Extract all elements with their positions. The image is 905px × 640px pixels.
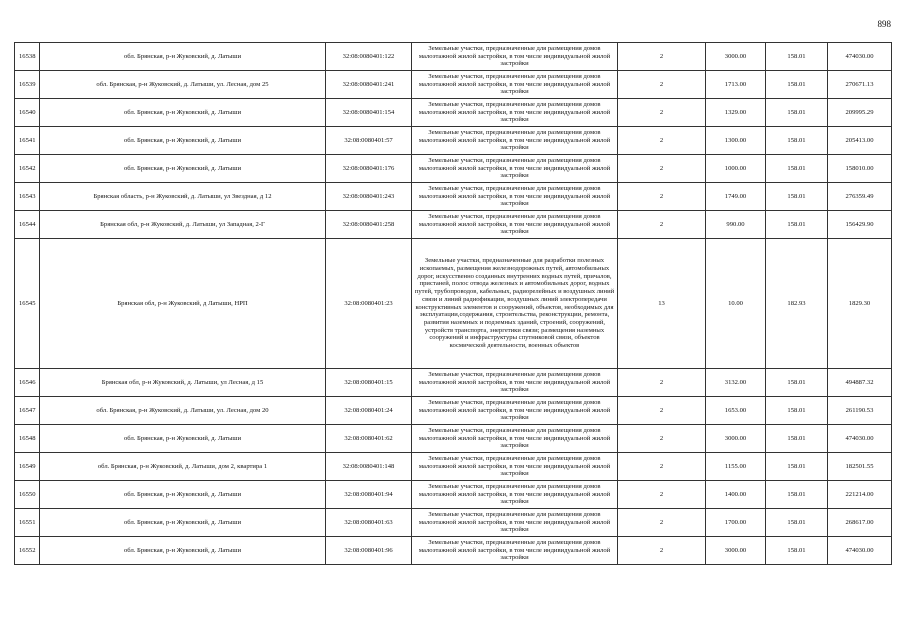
area-cell: 990.00	[706, 211, 766, 239]
page-number: 898	[877, 19, 891, 29]
cadastral-number-cell: 32:08:0080401:241	[326, 71, 412, 99]
land-usage-cell: Земельные участки, предназначенные для разработки полезных ископаемых, размещения железнодорожных путей, автомобильных дорог, искусственно созданных внутренних водных путей, причалов, пристаней, полос отвода железных и автомобильных дорог, водных путей, трубопроводов, кабельных, радиорелейных и воздушных линий связи и линий радиофикации, воздушных линий электропередачи конструктивных элементов и сооружений, объектов, необходимых для эксплуатации,содержания, строительства, реконструкции, ремонта, развития наземных и подземных зданий, строений, сооружений, устройств транспорта, энергетики связи; размещения наземных сооружений и инфраструктуры спутниковой связи, объектов космической деятельности, военных объектов	[412, 239, 618, 369]
area-cell: 1155.00	[706, 453, 766, 481]
table-row	[15, 239, 892, 369]
cadastral-number-cell: 32:08:0080401:258	[326, 211, 412, 239]
cadastral-value-cell: 276359.49	[828, 183, 892, 211]
table-row	[15, 397, 892, 425]
land-usage-cell: Земельные участки, предназначенные для размещения домов малоэтажной жилой застройки, в том числе индивидуальной жилой застройки	[412, 211, 618, 239]
address-cell: обл. Брянская, р-н Жуковский, д. Латыши, дом 2, квартира 1	[40, 453, 326, 481]
row-number-cell: 16547	[15, 397, 40, 425]
address-cell: обл. Брянская, р-н Жуковский, д. Латыши	[40, 537, 326, 565]
table-row	[15, 509, 892, 537]
table-row	[15, 71, 892, 99]
cadastral-number-cell: 32:08:0080401:24	[326, 397, 412, 425]
usage-group-cell: 2	[618, 211, 706, 239]
address-cell: обл. Брянская, р-н Жуковский, д. Латыши, ул. Лесная, дом 20	[40, 397, 326, 425]
cadastral-value-cell: 209995.29	[828, 99, 892, 127]
land-usage-cell: Земельные участки, предназначенные для размещения домов малоэтажной жилой застройки, в том числе индивидуальной жилой застройки	[412, 481, 618, 509]
address-cell: Брянская обл, р-н Жуковский, д Латыши, НРП	[40, 239, 326, 369]
area-cell: 3000.00	[706, 425, 766, 453]
cadastral-number-cell: 32:08:0080401:148	[326, 453, 412, 481]
specific-value-cell: 158.01	[766, 537, 828, 565]
cadastral-number-cell: 32:08:0080401:57	[326, 127, 412, 155]
specific-value-cell: 158.01	[766, 369, 828, 397]
cadastral-value-table	[14, 42, 892, 565]
usage-group-cell: 2	[618, 369, 706, 397]
address-cell: обл. Брянская, р-н Жуковский, д. Латыши	[40, 509, 326, 537]
cadastral-number-cell: 32:08:0080401:122	[326, 43, 412, 71]
table-row	[15, 43, 892, 71]
table-body	[15, 43, 892, 565]
table-row	[15, 211, 892, 239]
area-cell: 1713.00	[706, 71, 766, 99]
land-usage-cell: Земельные участки, предназначенные для размещения домов малоэтажной жилой застройки, в том числе индивидуальной жилой застройки	[412, 71, 618, 99]
usage-group-cell: 2	[618, 71, 706, 99]
land-usage-cell: Земельные участки, предназначенные для размещения домов малоэтажной жилой застройки, в том числе индивидуальной жилой застройки	[412, 127, 618, 155]
row-number-cell: 16539	[15, 71, 40, 99]
row-number-cell: 16552	[15, 537, 40, 565]
cadastral-number-cell: 32:08:0080401:243	[326, 183, 412, 211]
row-number-cell: 16542	[15, 155, 40, 183]
usage-group-cell: 2	[618, 453, 706, 481]
usage-group-cell: 2	[618, 183, 706, 211]
usage-group-cell: 2	[618, 397, 706, 425]
cadastral-value-cell: 474030.00	[828, 425, 892, 453]
table-row	[15, 155, 892, 183]
usage-group-cell: 2	[618, 43, 706, 71]
land-usage-cell: Земельные участки, предназначенные для размещения домов малоэтажной жилой застройки, в том числе индивидуальной жилой застройки	[412, 183, 618, 211]
usage-group-cell: 2	[618, 127, 706, 155]
table-row	[15, 481, 892, 509]
area-cell: 3000.00	[706, 43, 766, 71]
land-usage-cell: Земельные участки, предназначенные для размещения домов малоэтажной жилой застройки, в том числе индивидуальной жилой застройки	[412, 537, 618, 565]
address-cell: Брянская обл, р-н Жуковский, д. Латыши, ул Западная, 2-Г	[40, 211, 326, 239]
cadastral-number-cell: 32:08:0080401:96	[326, 537, 412, 565]
land-usage-cell: Земельные участки, предназначенные для размещения домов малоэтажной жилой застройки, в том числе индивидуальной жилой застройки	[412, 453, 618, 481]
row-number-cell: 16548	[15, 425, 40, 453]
address-cell: обл. Брянская, р-н Жуковский, д. Латыши	[40, 99, 326, 127]
cadastral-value-cell: 268617.00	[828, 509, 892, 537]
row-number-cell: 16549	[15, 453, 40, 481]
table-row	[15, 369, 892, 397]
usage-group-cell: 13	[618, 239, 706, 369]
table-row	[15, 183, 892, 211]
land-usage-cell: Земельные участки, предназначенные для размещения домов малоэтажной жилой застройки, в том числе индивидуальной жилой застройки	[412, 425, 618, 453]
specific-value-cell: 158.01	[766, 43, 828, 71]
table-row	[15, 127, 892, 155]
cadastral-number-cell: 32:08:0080401:15	[326, 369, 412, 397]
specific-value-cell: 158.01	[766, 99, 828, 127]
specific-value-cell: 158.01	[766, 127, 828, 155]
specific-value-cell: 158.01	[766, 425, 828, 453]
address-cell: обл. Брянская, р-н Жуковский, д. Латыши	[40, 481, 326, 509]
land-usage-cell: Земельные участки, предназначенные для размещения домов малоэтажной жилой застройки, в том числе индивидуальной жилой застройки	[412, 509, 618, 537]
specific-value-cell: 158.01	[766, 509, 828, 537]
row-number-cell: 16541	[15, 127, 40, 155]
cadastral-value-cell: 474030.00	[828, 43, 892, 71]
cadastral-number-cell: 32:08:0080401:23	[326, 239, 412, 369]
area-cell: 1749.00	[706, 183, 766, 211]
usage-group-cell: 2	[618, 99, 706, 127]
area-cell: 1653.00	[706, 397, 766, 425]
usage-group-cell: 2	[618, 425, 706, 453]
specific-value-cell: 158.01	[766, 155, 828, 183]
specific-value-cell: 158.01	[766, 397, 828, 425]
area-cell: 3132.00	[706, 369, 766, 397]
area-cell: 10.00	[706, 239, 766, 369]
address-cell: обл. Брянская, р-н Жуковский, д. Латыши	[40, 43, 326, 71]
row-number-cell: 16551	[15, 509, 40, 537]
cadastral-number-cell: 32:08:0080401:62	[326, 425, 412, 453]
address-cell: Брянская обл, р-н Жуковский, д. Латыши, ул Лесная, д 15	[40, 369, 326, 397]
area-cell: 1400.00	[706, 481, 766, 509]
cadastral-value-cell: 205413.00	[828, 127, 892, 155]
land-usage-cell: Земельные участки, предназначенные для размещения домов малоэтажной жилой застройки, в том числе индивидуальной жилой застройки	[412, 369, 618, 397]
row-number-cell: 16538	[15, 43, 40, 71]
row-number-cell: 16543	[15, 183, 40, 211]
cadastral-value-cell: 158010.00	[828, 155, 892, 183]
cadastral-number-cell: 32:08:0080401:154	[326, 99, 412, 127]
usage-group-cell: 2	[618, 155, 706, 183]
land-usage-cell: Земельные участки, предназначенные для размещения домов малоэтажной жилой застройки, в том числе индивидуальной жилой застройки	[412, 397, 618, 425]
row-number-cell: 16545	[15, 239, 40, 369]
address-cell: Брянская область, р-н Жуковский, д. Латыши, ул Звездная, д 12	[40, 183, 326, 211]
specific-value-cell: 182.93	[766, 239, 828, 369]
land-usage-cell: Земельные участки, предназначенные для размещения домов малоэтажной жилой застройки, в том числе индивидуальной жилой застройки	[412, 43, 618, 71]
specific-value-cell: 158.01	[766, 183, 828, 211]
area-cell: 3000.00	[706, 537, 766, 565]
table-row	[15, 425, 892, 453]
cadastral-value-cell: 156429.90	[828, 211, 892, 239]
row-number-cell: 16546	[15, 369, 40, 397]
specific-value-cell: 158.01	[766, 211, 828, 239]
cadastral-value-cell: 270671.13	[828, 71, 892, 99]
usage-group-cell: 2	[618, 537, 706, 565]
specific-value-cell: 158.01	[766, 71, 828, 99]
address-cell: обл. Брянская, р-н Жуковский, д. Латыши, ул. Лесная, дом 25	[40, 71, 326, 99]
cadastral-value-cell: 1829.30	[828, 239, 892, 369]
area-cell: 1700.00	[706, 509, 766, 537]
cadastral-value-cell: 261190.53	[828, 397, 892, 425]
land-usage-cell: Земельные участки, предназначенные для размещения домов малоэтажной жилой застройки, в том числе индивидуальной жилой застройки	[412, 155, 618, 183]
specific-value-cell: 158.01	[766, 481, 828, 509]
cadastral-number-cell: 32:08:0080401:94	[326, 481, 412, 509]
cadastral-value-cell: 494887.32	[828, 369, 892, 397]
address-cell: обл. Брянская, р-н Жуковский, д. Латыши	[40, 127, 326, 155]
table-row	[15, 99, 892, 127]
row-number-cell: 16550	[15, 481, 40, 509]
address-cell: обл. Брянская, р-н Жуковский, д. Латыши	[40, 155, 326, 183]
row-number-cell: 16540	[15, 99, 40, 127]
cadastral-value-cell: 221214.00	[828, 481, 892, 509]
area-cell: 1329.00	[706, 99, 766, 127]
cadastral-value-cell: 474030.00	[828, 537, 892, 565]
usage-group-cell: 2	[618, 509, 706, 537]
cadastral-number-cell: 32:08:0080401:176	[326, 155, 412, 183]
row-number-cell: 16544	[15, 211, 40, 239]
specific-value-cell: 158.01	[766, 453, 828, 481]
cadastral-value-cell: 182501.55	[828, 453, 892, 481]
table-row	[15, 453, 892, 481]
address-cell: обл. Брянская, р-н Жуковский, д. Латыши	[40, 425, 326, 453]
usage-group-cell: 2	[618, 481, 706, 509]
area-cell: 1000.00	[706, 155, 766, 183]
table-row	[15, 537, 892, 565]
area-cell: 1300.00	[706, 127, 766, 155]
cadastral-number-cell: 32:08:0080401:63	[326, 509, 412, 537]
land-usage-cell: Земельные участки, предназначенные для размещения домов малоэтажной жилой застройки, в том числе индивидуальной жилой застройки	[412, 99, 618, 127]
